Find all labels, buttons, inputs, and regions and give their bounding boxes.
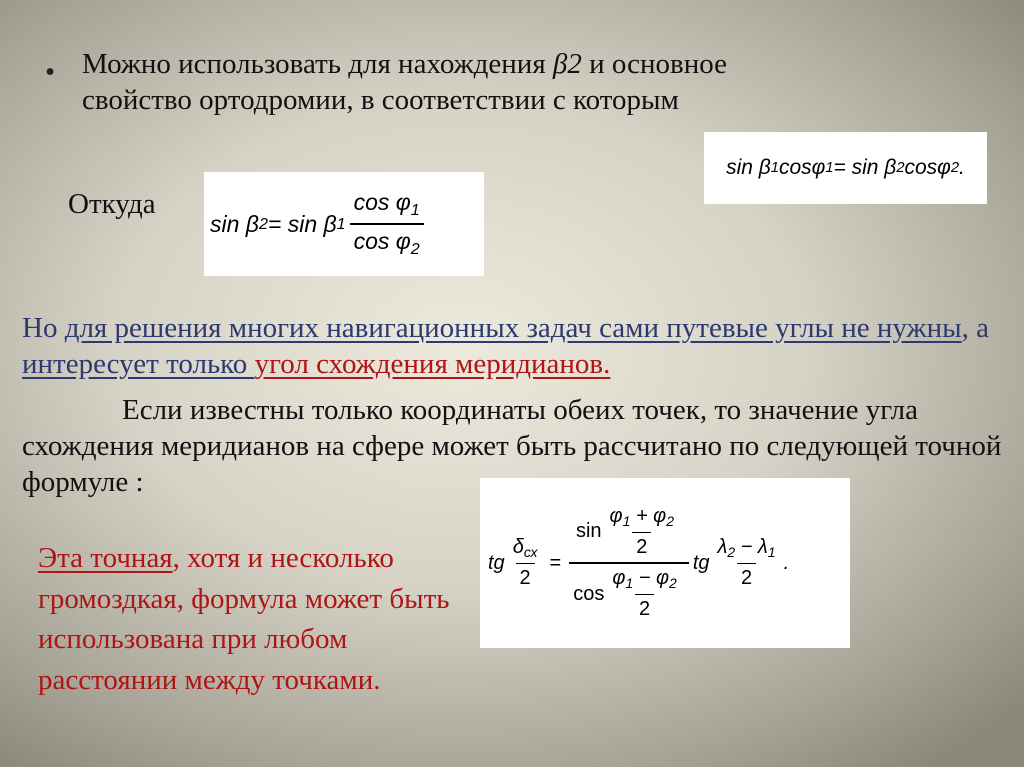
bullet-marker: •	[45, 56, 56, 88]
formula-sin-beta2	[204, 172, 484, 276]
p2-underlined-2: интересует только	[22, 348, 255, 380]
f1-sub2b: 2	[950, 160, 960, 176]
f1-eq: = sin β	[833, 156, 897, 179]
f1-sinb: sin β	[726, 156, 771, 179]
p2-part3: , а	[961, 312, 989, 344]
f1-sub2: 2	[896, 160, 905, 176]
navigation-paragraph	[22, 310, 1002, 382]
f1-cos2: cosφ	[904, 156, 951, 179]
f1-sub1b: 1	[825, 160, 834, 176]
f1-cos1: cosφ	[778, 156, 826, 179]
p4-underlined: Эта точная	[38, 542, 173, 574]
f2-eq-sub: 1	[336, 214, 346, 233]
exact-formula-note	[38, 538, 458, 700]
f2-lhs: sin β	[210, 210, 259, 237]
f2-denominator: $\cos \varphi_2$	[350, 223, 424, 259]
otkuda-label: Откуда	[68, 188, 156, 220]
f2-eq: = sin β	[267, 210, 337, 237]
intro-line1-before: Можно использовать для нахождения	[82, 48, 553, 80]
f3-tail: .	[783, 551, 790, 574]
f2-fraction	[350, 189, 424, 259]
f2-lhs-sub: 2	[258, 214, 268, 233]
f1-tail: .	[959, 156, 965, 179]
p2-underlined-1: для решения многих навигационных задач сами путевые углы не нужны	[64, 312, 962, 344]
f3-tg: tg	[488, 551, 505, 574]
f1-sub1: 1	[770, 160, 779, 176]
f3-tg2: tg	[692, 551, 710, 574]
formula-convergence-angle	[480, 478, 850, 648]
f3-main-fraction: sin $\frac{\varphi_1 + \varphi_2}{2}$ cos $\frac{\varphi_1 - \varphi_2}{2}$	[569, 505, 689, 621]
intro-paragraph	[82, 46, 882, 118]
p2-meridian-angle: угол схождения меридианов.	[254, 348, 611, 380]
p3-text: Если известны только координаты обеих точек, то значение угла схождения меридианов на сфере может быть рассчитано по следующей точной формуле :	[22, 394, 1002, 498]
p4-rest: , хотя и несколько громоздкая, формула может быть использована при любом расстоянии между точками.	[38, 542, 450, 696]
p2-part1: Но	[22, 312, 65, 344]
intro-line1-after: и основное	[581, 48, 727, 80]
intro-beta2: β2	[552, 48, 582, 80]
f3-eq: =	[549, 551, 562, 574]
f3-lambda-fraction: $\frac{\lambda_2 - \lambda_1}{2}$	[717, 535, 776, 590]
intro-line2: свойство ортодромии, в соответствии с которым	[82, 84, 679, 116]
f2-numerator: $\cos \varphi_1$	[353, 189, 420, 219]
formula-orthodrome-property	[704, 132, 987, 204]
f3-delta-fraction: $\frac{\delta_{сх}}{2}$	[512, 535, 538, 590]
